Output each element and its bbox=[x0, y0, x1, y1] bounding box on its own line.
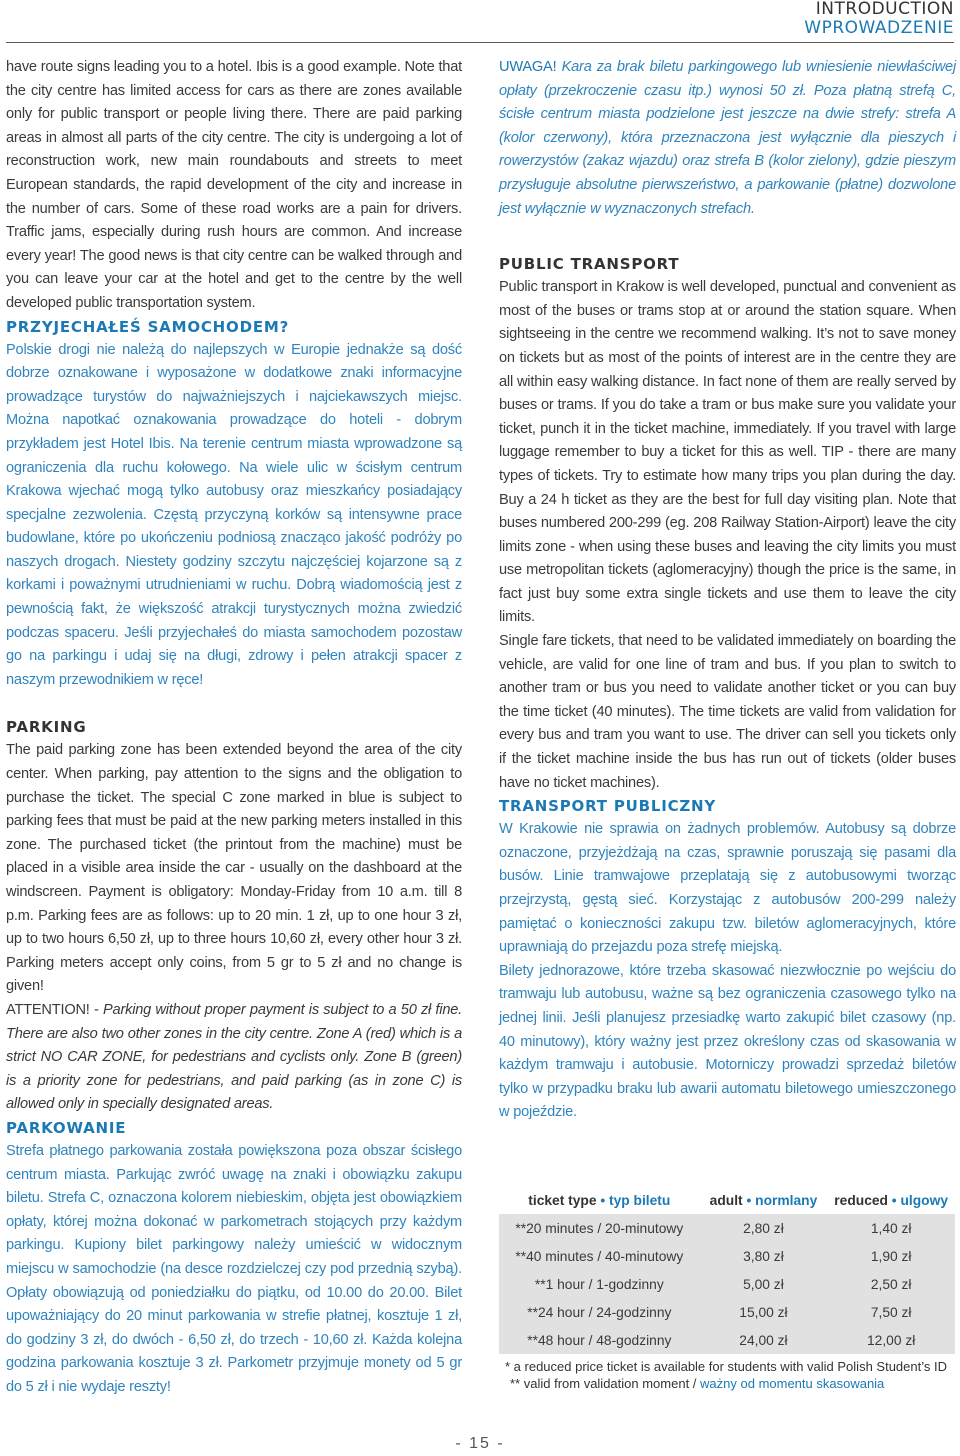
attention-paragraph bbox=[6, 999, 462, 1117]
table-cell: 15,00 zł bbox=[739, 1304, 788, 1320]
table-cell: 24,00 zł bbox=[739, 1332, 788, 1348]
intro-pl-paragraph: Polskie drogi nie należą do najlepszych w Europie jednakże są dość dobrze oznakowane i wyposażone w dodatkowe znaki informacyjne prowadzące turystów do najważniejszych i najciekawszych miejsc. Można napotkać oznakowania prowadzące do hoteli - dobrym przykładem jest Hotel Ibis. Na terenie centrum miasta wprowadzone są ograniczenia dla ruchu kołowego. Na wiele ulic w ścisłym centrum Krakowa wjechać mogą tylko autobusy oraz mieszkańcy posiadający specjalne zezwolenia. Częstą przyczyną korków są intensywne prace budowlane, które po ukończeniu podniosą znacząco jakość podróży po naszych drogach. Niestety godziny szczytu najczęściej kojarzone są z korkami i poważnymi utrudnieniami w ruchu. Dobrą wiadomością jest z pewnością fakt, że większość atrakcji turystycznych można zwiedzić podczas spaceru. Jeśli przyjechałeś do miasta samochodem pozostaw go na parkingu i udaj się na długi, zdrowy i pełen atrakcji spacer z naszym przewodnikiem w ręce! bbox=[6, 341, 462, 688]
table-cell: **1 hour / 1-godzinny bbox=[534, 1276, 664, 1292]
col-header-reduced: reduced • ulgowy bbox=[834, 1192, 948, 1208]
table-row bbox=[499, 1298, 955, 1326]
table-cell: **24 hour / 24-godzinny bbox=[527, 1304, 672, 1320]
table-cell: 7,50 zł bbox=[870, 1304, 912, 1320]
parking-heading-pl: PARKOWANIE bbox=[6, 1118, 127, 1137]
intro-en-paragraph: have route signs leading you to a hotel. Ibis is a good example. Note that the city centre has limited access for cars as there are zones available only for public transport or people living there. There are paid parking areas in almost all parts of the city centre. The city is undergoing a lot of reconstruction work, new main roundabouts and streets to meet European standards, the rapid development of the city and increase in the number of cars. Some of these road works are a pain for drivers. Traffic jams, especially during rush hours are common. And increase every year! The good news is that city centre can be walked through and you can leave your car at the hotel and get to the centre by the well developed public transportation system. bbox=[6, 59, 462, 311]
parking-heading: PARKING bbox=[6, 718, 87, 737]
page-header bbox=[804, 0, 954, 38]
table-cell: 2,50 zł bbox=[870, 1276, 912, 1292]
col-header-ticket-type: ticket type • typ biletu bbox=[528, 1192, 671, 1208]
left-column bbox=[6, 56, 462, 1399]
header-rule bbox=[6, 42, 954, 43]
transport-pl-paragraph-1: W Krakowie nie sprawia on żadnych problemów. Autobusy są dobrze oznaczone, przyjeżdżają na czas, sprawnie poruszają się pasami dla busów. Linie tramwajowe przeplatają się z autobusowymi tworząc przejrzystą, gęstą sieć. Korzystając z autobusów 200-299 należy pamiętać o konieczności zakupu tzw. biletów aglomeracyjnych, które uprawniają do przejazdu poza strefę miejską. bbox=[499, 821, 956, 956]
page-number: - 15 - bbox=[455, 1435, 505, 1452]
attention-text: Parking without proper payment is subject to a 50 zł fine. There are also two other zones in the city centre. Zone A (red) which is a strict NO CAR ZONE, for pedestrians and cyclists only. Zone B (green) is a priority zone for pedestrians, and paid parking (as in zone C) is allowed only in specially designated areas. bbox=[6, 1001, 463, 1113]
uwaga-text: Kara za brak biletu parkingowego lub wniesienie niewłaściwej opłaty (przekroczenie czasu itp.) wynosi 50 zł. Poza płatną strefą C, ścisłe centrum miasta podzielone jest jeszcze na dwie strefy: strefa A (kolor czerwony), która przeznaczona jest wyłącznie dla pieszych i rowerzystów (zakaz wjazdu) oraz strefa B (kolor zielony), gdzie pieszym przysługuje absolutne pierwszeństwo, a parkowanie (płatne) dozwolone jest wyłącznie w wyznaczonych strefach. bbox=[499, 59, 956, 217]
table-cell: 3,80 zł bbox=[743, 1248, 784, 1264]
ticket-price-table bbox=[499, 1186, 955, 1354]
table-row bbox=[499, 1242, 955, 1270]
transport-en-paragraph-2: Single fare tickets, that need to be validated immediately on boarding the vehicle, are valid for one line of tram and bus. If you plan to switch to another tram or bus you need to validate another ticket or you can buy the time ticket (40 minutes). The time tickets are valid from validation for every bus and tram you want to use. The driver can sell you tickets only if the ticket machine inside the bus has run out of tickets (older buses have no ticket machines). bbox=[499, 633, 956, 791]
footnote-validation: ** valid from validation moment / ważny od momentu skasowania bbox=[510, 1376, 885, 1391]
parking-pl-paragraph: Strefa płatnego parkowania została powiększona poza obszar ścisłego centrum miasta. Parkując zwróć uwagę na znaki i obowiązku zakupu biletu. Strefa C, oznaczona kolorem niebieskim, objęta jest obowiązkiem opłaty, której można dokonać w parkometrach stojących przy każdym parkingu. Kupiony bilet parkingowy należy umieścić w widocznym miejscu w samochodzie (na desce rozdzielczej czy pod przednią szybą). Opłaty obowiązują od poniedziałku do piątku, od 10.00 do 20.00. Bilet upoważniający do 20 minut parkowania w strefie płatnej, kosztuje 1 zł, do godziny 3 zł, do dwóch - 6,50 zł, do trzech - 10,60 zł. Każda kolejna godzina parkowania kosztuje 3 zł. Parkometr przyjmuje monety od 5 gr do 5 zł i nie wydaje reszty! bbox=[6, 1142, 462, 1395]
header-title-en: INTRODUCTION bbox=[815, 0, 954, 19]
table-cell: 12,00 zł bbox=[866, 1332, 916, 1348]
table-cell: **20 minutes / 20-minutowy bbox=[515, 1220, 684, 1236]
uwaga-paragraph bbox=[499, 56, 956, 221]
public-transport-heading: PUBLIC TRANSPORT bbox=[499, 255, 680, 274]
car-heading-pl: PRZYJECHAŁEŚ SAMOCHODEM? bbox=[6, 317, 290, 336]
table-cell: **48 hour / 48-godzinny bbox=[527, 1332, 672, 1348]
public-transport-heading-pl: TRANSPORT PUBLICZNY bbox=[499, 797, 717, 816]
uwaga-label: UWAGA! bbox=[499, 59, 562, 75]
table-cell: 1,90 zł bbox=[870, 1248, 912, 1264]
table-footnotes bbox=[505, 1358, 955, 1392]
table-cell: **40 minutes / 40-minutowy bbox=[515, 1248, 684, 1264]
footnote-reduced: * a reduced price ticket is available for students with valid Polish Student’s ID bbox=[505, 1359, 947, 1374]
right-column bbox=[499, 56, 956, 1125]
col-header-adult: adult • normlany bbox=[709, 1192, 818, 1208]
table-cell: 2,80 zł bbox=[743, 1220, 784, 1236]
table-row bbox=[499, 1270, 955, 1298]
table-row bbox=[499, 1326, 955, 1354]
table-cell: 5,00 zł bbox=[743, 1276, 784, 1292]
table-row bbox=[499, 1214, 955, 1242]
parking-en-paragraph: The paid parking zone has been extended beyond the area of the city center. When parking, pay attention to the signs and the obligation to purchase the ticket. The special C zone marked in blue is subject to parking fees that must be paid at the new parking meters installed in this zone. The purchased ticket (the printout from the machine) must be placed in a visible area inside the car - usually on the dashboard at the windscreen. Payment is obligatory: Monday-Friday from 10 a.m. till 8 p.m. Parking fees are as follows: up to 20 min. 1 zł, up to one hour 3 zł, up to two hours 6,50 zł, up to three hours 10,60 zł, every other hour 3 zł. Parking meters accept only coins, from 5 gr to 5 zł and no change is given! bbox=[6, 742, 462, 995]
transport-en-paragraph-1: Public transport in Krakow is well developed, punctual and convenient as most of the buses or trams stop at or around the station square. When sightseeing in the centre we recommend walking. It’s not to save money on tickets but as most of the points of interest are in the centre they are all within easy walking distance. In fact none of them are really served by buses or trams. If you do take a tram or bus make sure you validate your ticket, punch it in the ticket machine, immediately. If you travel with large luggage remember to buy a ticket for this as well. TIP - there are many types of tickets. Try to estimate how many trips you plan during the day. Buy a 24 h ticket as they are the best for full day visiting plan. Note that buses numbered 200-299 (eg. 208 Railway Station-Airport) leave the city limits zone - when using these buses and leaving the city limits you must use metropolitan tickets (aglomeracyjny) though the price is the same, in fact just buy some extra single tickets and use them to leave the city limits. bbox=[499, 279, 956, 626]
table-header-row bbox=[499, 1186, 955, 1214]
table-cell: 1,40 zł bbox=[870, 1220, 912, 1236]
transport-pl-paragraph-2: Bilety jednorazowe, które trzeba skasować niezwłocznie po wejściu do tramwaju lub autobusu, ważne są bez ograniczenia czasowego tylko na jednej linii. Jeśli planujesz przesiadkę warto zakupić bilet czasowy (np. 40 minutowy), który ważny jest przez określony czas od skasowania w każdym tramwaju i autobusie. Motorniczy prowadzi sprzedaż biletów tylko w przypadku braku lub awarii automatu biletowego umieszczonego w pojeździe. bbox=[499, 962, 956, 1121]
attention-label: ATTENTION! - bbox=[6, 1001, 103, 1018]
header-title-pl: WPROWADZENIE bbox=[804, 18, 954, 38]
